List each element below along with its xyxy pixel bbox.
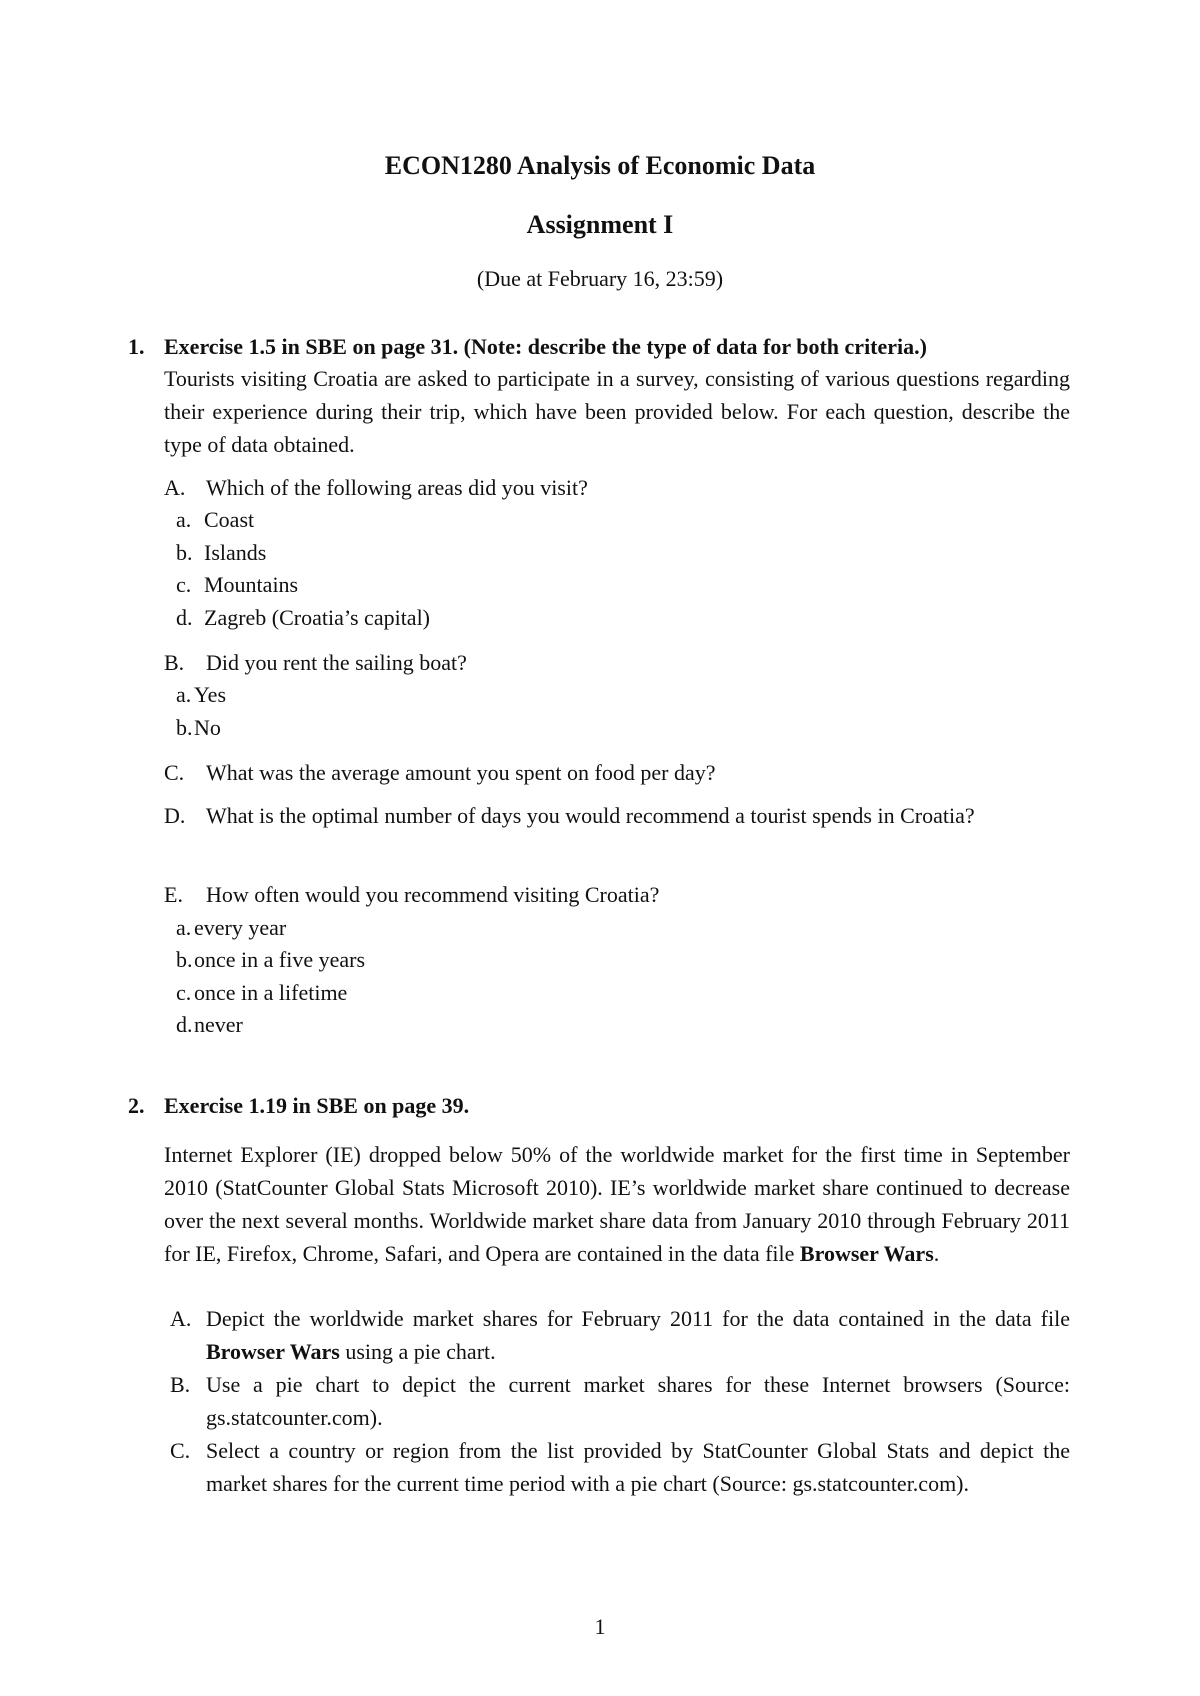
- q1-item-d-label: D.: [164, 803, 186, 828]
- question-1-number: 1.: [128, 334, 145, 359]
- q1-item-e-text: How often would you recommend visiting Croatia?: [206, 882, 660, 907]
- question-2-heading-text: Exercise 1.19 in SBE on page 39.: [164, 1093, 470, 1118]
- option-text: Mountains: [204, 572, 299, 597]
- q2-item-c: [170, 1434, 1070, 1500]
- q1-item-a: [164, 473, 588, 503]
- q1-item-e: [164, 880, 659, 910]
- q1-a-option: [176, 570, 298, 600]
- question-1-heading: [128, 330, 1078, 363]
- q2-intro-text: Internet Explorer (IE) dropped below 50% of the worldwide market for the first time in September 2010 (StatCounter Global Stats Microsoft 2010). IE’s worldwide market share continued to decrease over the next several months. Worldwide market share data from January 2010 through February 2011 for IE, Firefox, Chrome, Safari, and Opera are contained in the data file: [164, 1142, 1070, 1266]
- data-file-name: Browser Wars: [206, 1339, 340, 1364]
- q2-item-b-label: B.: [170, 1372, 191, 1397]
- page-number: 1: [594, 1614, 606, 1639]
- q1-b-option: [176, 680, 226, 710]
- option-text: Coast: [204, 507, 255, 532]
- q1-e-option: [176, 945, 365, 975]
- q1-item-b: [164, 648, 467, 678]
- question-1-intro: Tourists visiting Croatia are asked to participate in a survey, consisting of various questions regarding their experience during their trip, which have been provided below. For each question, describe the type of data obtained.: [164, 366, 1070, 457]
- option-text: Yes: [194, 682, 227, 707]
- option-text: once in a five years: [194, 947, 366, 972]
- q1-e-option: [176, 978, 347, 1008]
- option-text: Islands: [204, 540, 267, 565]
- due-date: (Due at February 16, 23:59): [476, 266, 724, 291]
- option-label: a.: [176, 507, 192, 532]
- option-text: every year: [194, 915, 287, 940]
- option-label: a.: [176, 682, 192, 707]
- q2-item-a-end: using a pie chart.: [339, 1339, 496, 1364]
- q1-item-a-label: A.: [164, 475, 186, 500]
- question-2-heading: [128, 1089, 1078, 1122]
- q1-item-c: [164, 758, 716, 788]
- option-text: never: [194, 1012, 243, 1037]
- q1-item-b-label: B.: [164, 650, 185, 675]
- q2-item-a-text: Depict the worldwide market shares for February 2011 for the data contained in the data file: [206, 1306, 1070, 1331]
- q2-item-b-text: Use a pie chart to depict the current market shares for these Internet browsers (Source: gs.statcounter.com).: [206, 1372, 1070, 1430]
- question-1-heading-text: Exercise 1.5 in SBE on page 31. (Note: describe the type of data for both criteria.): [164, 334, 927, 359]
- question-2-intro: [164, 1138, 1070, 1270]
- q1-item-e-label: E.: [164, 882, 183, 907]
- option-text: once in a lifetime: [194, 980, 348, 1005]
- question-2-number: 2.: [128, 1093, 145, 1118]
- option-label: b.: [176, 540, 193, 565]
- q1-item-a-text: Which of the following areas did you visit?: [206, 475, 588, 500]
- q1-item-b-text: Did you rent the sailing boat?: [206, 650, 467, 675]
- option-label: c.: [176, 572, 192, 597]
- option-label: d.: [176, 1012, 193, 1037]
- q1-item-c-label: C.: [164, 760, 185, 785]
- q1-item-c-text: What was the average amount you spent on food per day?: [206, 760, 716, 785]
- q2-item-c-label: C.: [170, 1438, 191, 1463]
- q2-intro-end: .: [933, 1241, 940, 1266]
- option-label: b.: [176, 715, 193, 740]
- q1-b-option: [176, 713, 221, 743]
- q1-e-option: [176, 1010, 243, 1040]
- q2-item-a-label: A.: [170, 1306, 192, 1331]
- q1-item-d: [164, 799, 1070, 832]
- option-label: b.: [176, 947, 193, 972]
- course-title: ECON1280 Analysis of Economic Data: [384, 151, 816, 180]
- q1-e-option: [176, 913, 286, 943]
- option-label: a.: [176, 915, 192, 940]
- q1-a-option: [176, 505, 254, 535]
- q2-item-a: [170, 1302, 1070, 1368]
- assignment-title: Assignment I: [526, 210, 674, 239]
- option-label: c.: [176, 980, 192, 1005]
- data-file-name: Browser Wars: [799, 1241, 934, 1266]
- q2-item-b: [170, 1368, 1070, 1434]
- q1-a-option: [176, 603, 430, 633]
- option-label: d.: [176, 605, 193, 630]
- q1-item-d-text: What is the optimal number of days you would recommend a tourist spends in Croatia?: [206, 803, 975, 828]
- q1-a-option: [176, 538, 266, 568]
- q2-item-c-text: Select a country or region from the list provided by StatCounter Global Stats and depict the market shares for the current time period with a pie chart (Source: gs.statcounter.com).: [206, 1438, 1070, 1496]
- option-text: Zagreb (Croatia’s capital): [204, 605, 431, 630]
- option-text: No: [194, 715, 221, 740]
